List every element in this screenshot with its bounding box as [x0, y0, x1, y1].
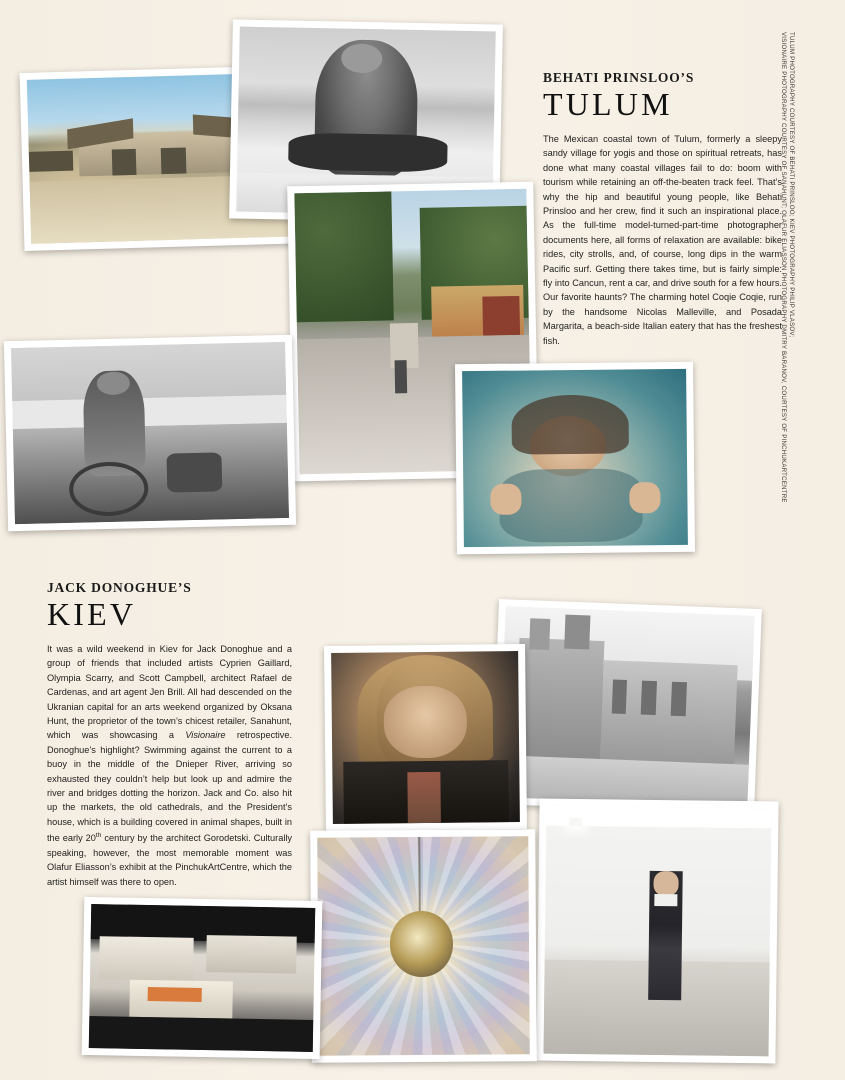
kiev-body-part2: retrospective. Donoghue’s highlight? Swimming against the current to a buoy in the middle of the Dnieper River, arriving so exhausted they couldn’t help but look up and admire the river and bridges dotting the horizon. Jack and Co. also hit up the markets, the old cathedrals, and the President’s house, which is a building covered in animal shapes, built in the early 20 — [47, 730, 293, 844]
kiev-body — [47, 642, 292, 889]
photo-tulum-underwater-image — [462, 369, 688, 547]
kiev-body-part1: It was a wild weekend in Kiev for Jack Donoghue and a group of friends that included artists Cyprien Gaillard, Olympia Scarry, and Scott Campbell, architect Rafael de Cardenas, and art agent Jen Brill. All had descended on the Ukranian capital for an arts weekend organized by Oksana Hunt, the proprietor of the town’s chicest retailer, Sanahunt, which was showcasing a — [47, 644, 292, 741]
photo-kiev-museum — [82, 897, 323, 1059]
kiev-body-part3: century by the architect Gorodetski. Culturally speaking, however, the most memorable moment was Olafur Eliasson’s exhibit at the PinchukArtCentre, which the artist himself was there to open. — [47, 833, 292, 887]
photo-kiev-gallery — [536, 799, 778, 1064]
photo-credits-line-2: VISIONAIRE PHOTOGRAPHY COURTESY OF SANAHUNT; OLAFUR ELIASSON PHOTOGRAPHY DMITRY BARANOV, COURTESY OF PINCHUKARTCENTRE — [780, 32, 787, 503]
kiev-article — [47, 580, 292, 898]
photo-tulum-underwater — [455, 362, 695, 554]
photo-kiev-portrait-image — [331, 651, 520, 824]
kiev-body-superscript: th — [95, 832, 102, 840]
photo-credits-line-1: TULUM PHOTOGRAPHY COURTESY OF BEHATI PRINSLOO; KIEV PHOTOGRAPHY PHILIP VLASOV; — [788, 32, 795, 338]
photo-kiev-installation — [310, 829, 537, 1063]
tulum-title: TULUM — [543, 86, 673, 122]
kiev-body-italic: Visionaire — [185, 730, 226, 741]
photo-kiev-portrait — [324, 644, 527, 831]
tulum-kicker: BEHATI PRINSLOO’S — [543, 70, 695, 85]
photo-kiev-gallery-image — [543, 806, 771, 1057]
tulum-article — [543, 70, 782, 357]
photo-kiev-museum-image — [89, 904, 315, 1052]
kiev-kicker: JACK DONOGHUE’S — [47, 580, 192, 595]
tulum-body: The Mexican coastal town of Tulum, formerly a sleepy sandy village for yogis and those on spiritual retreats, has done what many coastal villages fail to do: boom with tourism while retaining an off-the-beaten track feel. That’s why the hip and beautiful young people, like Behati Prinsloo and her crew, find it such an inspirational place. As the full-time model-turned-part-time photographer documents here, all forms of relaxation are available: bike rides, city strolls, and, of course, long dips in the warm Pacific surf. Getting there takes time, but is fairly simple: fly into Cancun, rent a car, and drive south for a few hours. Our favorite haunts? The charming hotel Coqie Coqie, run by the handsome Nicolas Malleville, and Posada Margarita, a beach-side Italian eatery that has the freshest fish. — [543, 134, 782, 346]
photo-kiev-mansion — [491, 599, 762, 814]
photo-kiev-mansion-image — [498, 606, 754, 806]
photo-tulum-bike-woman — [4, 335, 296, 531]
photo-credits — [780, 32, 795, 503]
kiev-title: KIEV — [47, 596, 137, 632]
photo-tulum-bike-woman-image — [11, 342, 289, 524]
photo-kiev-installation-image — [317, 836, 530, 1055]
